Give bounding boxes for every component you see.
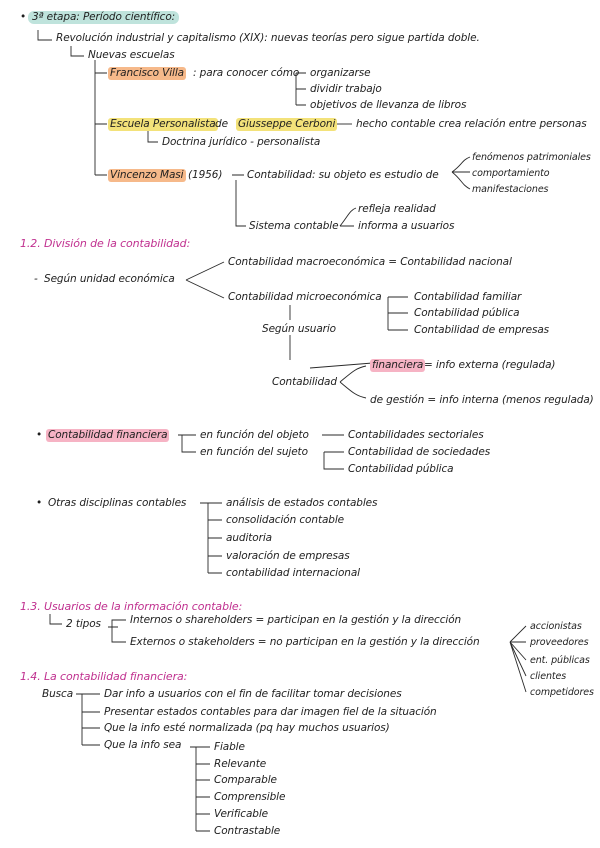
micro-item: Contabilidad familiar (414, 291, 522, 303)
masi-label: Vincenzo Masi (110, 169, 184, 181)
villa-text: : para conocer cómo (193, 67, 300, 79)
escuela-de: de (215, 118, 228, 130)
villa-item: organizarse (310, 67, 371, 79)
cualidad-item: Contrastable (214, 825, 281, 837)
dash-bullet: - (34, 273, 38, 285)
financiera-text: = info externa (regulada) (424, 359, 556, 371)
sectoriales-text: Contabilidades sectoriales (348, 429, 484, 441)
line-nuevas-escuelas: Nuevas escuelas (88, 49, 175, 61)
cualidad-item: Relevante (214, 758, 267, 770)
bullet: • (36, 497, 43, 509)
masi-item: manifestaciones (472, 184, 549, 195)
villa-item: dividir trabajo (310, 83, 382, 95)
sujeto-item: Contabilidad de sociedades (348, 446, 491, 458)
busca-item: Presentar estados contables para dar imagen fiel de la situación (104, 706, 437, 718)
cf-item: en función del objeto (200, 429, 309, 441)
masi-year: (1956) (188, 169, 223, 181)
tipos-label: 2 tipos (66, 618, 101, 630)
cf-item: en función del sujeto (200, 446, 308, 458)
bullet: • (20, 11, 27, 23)
cerboni-label: Giusseppe Cerboni (238, 118, 336, 130)
cualidad-item: Comparable (214, 774, 277, 786)
busca-item: Dar info a usuarios con el fin de facilitar tomar decisiones (104, 688, 402, 700)
macro-text: Contabilidad macroeconómica = Contabilidad nacional (228, 256, 512, 268)
sistema-item: informa a usuarios (358, 220, 455, 232)
bullet: • (36, 429, 43, 441)
escuela-label: Escuela Personalista (110, 118, 216, 130)
section-title-etapa: 3ª etapa: Período científico: (28, 11, 179, 24)
line-revolucion: Revolución industrial y capitalismo (XIX): nuevas teorías pero sigue partida doble. (56, 32, 480, 44)
otras-item: valoración de empresas (226, 550, 350, 562)
otras-item: auditoria (226, 532, 272, 544)
busca-item: Que la info sea (104, 739, 182, 751)
ext-item: competidores (530, 687, 594, 698)
contabilidad-label: Contabilidad (272, 376, 337, 388)
otras-item: contabilidad internacional (226, 567, 360, 579)
sistema-label: Sistema contable (249, 220, 339, 232)
cf-label: Contabilidad financiera (48, 429, 168, 441)
otras-item: consolidación contable (226, 514, 345, 526)
cualidad-item: Comprensible (214, 791, 286, 803)
ext-item: accionistas (530, 621, 582, 632)
ext-item: clientes (530, 671, 567, 682)
cualidad-item: Fiable (214, 741, 245, 753)
busca-item: Que la info esté normalizada (pq hay muchos usuarios) (104, 722, 390, 734)
busca-label: Busca (42, 688, 74, 700)
internos-text: Internos o shareholders = participan en la gestión y la dirección (130, 614, 462, 626)
escuela-result: hecho contable crea relación entre personas (356, 118, 587, 130)
externos-text: Externos o stakeholders = no participan en la gestión y la dirección (130, 636, 480, 648)
micro-text: Contabilidad microeconómica (228, 291, 382, 303)
financiera-label: financiera (372, 359, 424, 371)
ext-item: ent. públicas (530, 655, 590, 666)
otras-item: análisis de estados contables (226, 497, 378, 509)
villa-label: Francisco Villa (110, 67, 185, 79)
segun-usuario: Según usuario (262, 323, 337, 335)
micro-item: Contabilidad de empresas (414, 324, 550, 336)
micro-item: Contabilidad pública (414, 307, 520, 319)
section-title-1-2: 1.2. División de la contabilidad: (20, 237, 191, 250)
villa-item: objetivos de llevanza de libros (310, 99, 467, 111)
gestion-text: de gestión = info interna (menos regulada) (370, 394, 594, 406)
section-title-1-4: 1.4. La contabilidad financiera: (20, 670, 188, 683)
sistema-item: refleja realidad (358, 203, 436, 215)
masi-text: Contabilidad: su objeto es estudio de (247, 169, 439, 181)
sujeto-item: Contabilidad pública (348, 463, 454, 475)
otras-label: Otras disciplinas contables (48, 497, 187, 509)
masi-item: comportamiento (472, 168, 550, 179)
doctrina-text: Doctrina jurídico - personalista (162, 136, 321, 148)
masi-item: fenómenos patrimoniales (472, 152, 591, 163)
segun-unidad: Según unidad económica (44, 273, 175, 285)
section-title-1-3: 1.3. Usuarios de la información contable: (20, 600, 243, 613)
ext-item: proveedores (530, 637, 589, 648)
cualidad-item: Verificable (214, 808, 269, 820)
